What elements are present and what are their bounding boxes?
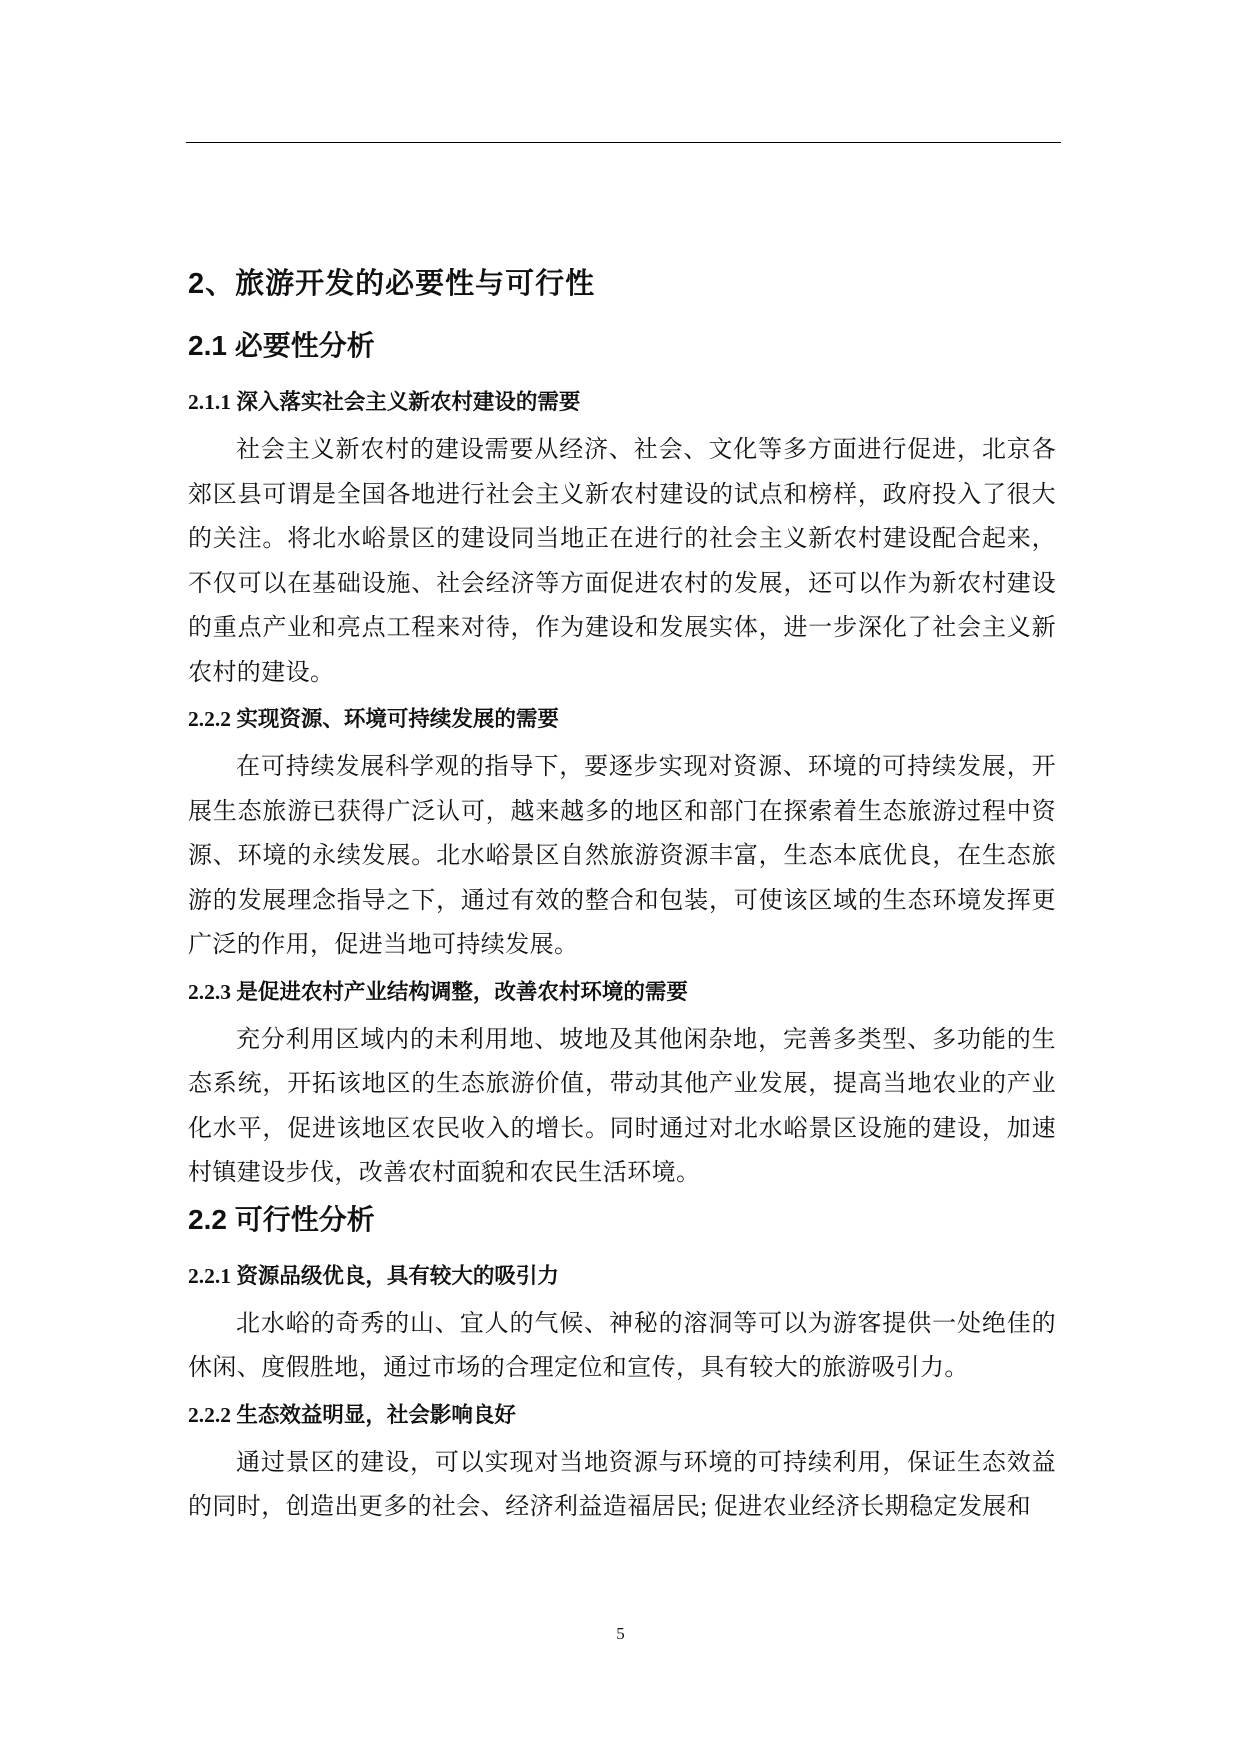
paragraph: 充分利用区域内的未利用地、坡地及其他闲杂地，完善多类型、多功能的生态系统，开拓该地区的生态旅游价值，带动其他产业发展，提高当地农业的产业化水平，促进该地区农民收入的增长。同时通过对北水峪景区设施的建设，加速村镇建设步伐，改善农村面貌和农民生活环境。	[188, 1026, 1056, 1186]
subsection-title: 2.2.1 资源品级优良，具有较大的吸引力	[188, 1263, 559, 1288]
subsection-title: 2.2.2 生态效益明显，社会影响良好	[188, 1402, 516, 1427]
paragraph: 通过景区的建设，可以实现对当地资源与环境的可持续利用，保证生态效益的同时，创造出更多的社会、经济利益造福居民; 促进农业经济长期稳定发展和	[188, 1449, 1056, 1520]
page-content	[188, 264, 1056, 1534]
page-number: 5	[616, 1624, 625, 1643]
paragraph: 社会主义新农村的建设需要从经济、社会、文化等多方面进行促进，北京各郊区县可谓是全国各地进行社会主义新农村建设的试点和榜样，政府投入了很大的关注。将北水峪景区的建设同当地正在进行的社会主义新农村建设配合起来，不仅可以在基础设施、社会经济等方面促进农村的发展，还可以作为新农村建设的重点产业和亮点工程来对待，作为建设和发展实体，进一步深化了社会主义新农村的建设。	[188, 437, 1056, 686]
subsection-title: 2.1.1 深入落实社会主义新农村建设的需要	[188, 390, 581, 414]
subsection-title: 2.2.2 实现资源、环境可持续发展的需要	[188, 707, 559, 731]
paragraph: 在可持续发展科学观的指导下，要逐步实现对资源、环境的可持续发展，开展生态旅游已获得广泛认可，越来越多的地区和部门在探索着生态旅游过程中资源、环境的永续发展。北水峪景区自然旅游资源丰富，生态本底优良，在生态旅游的发展理念指导之下，通过有效的整合和包装，可使该区域的生态环境发挥更广泛的作用，促进当地可持续发展。	[188, 754, 1056, 958]
paragraph: 北水峪的奇秀的山、宜人的气候、神秘的溶洞等可以为游客提供一处绝佳的休闲、度假胜地，通过市场的合理定位和宣传，具有较大的旅游吸引力。	[188, 1310, 1056, 1381]
header-rule	[186, 142, 1061, 143]
subsection-title: 2.2.3 是促进农村产业结构调整，改善农村环境的需要	[188, 979, 688, 1004]
section-title-necessity: 2.1 必要性分析	[188, 330, 375, 361]
section-title-feasibility: 2.2 可行性分析	[188, 1203, 375, 1235]
chapter-title: 2、旅游开发的必要性与可行性	[188, 268, 596, 300]
